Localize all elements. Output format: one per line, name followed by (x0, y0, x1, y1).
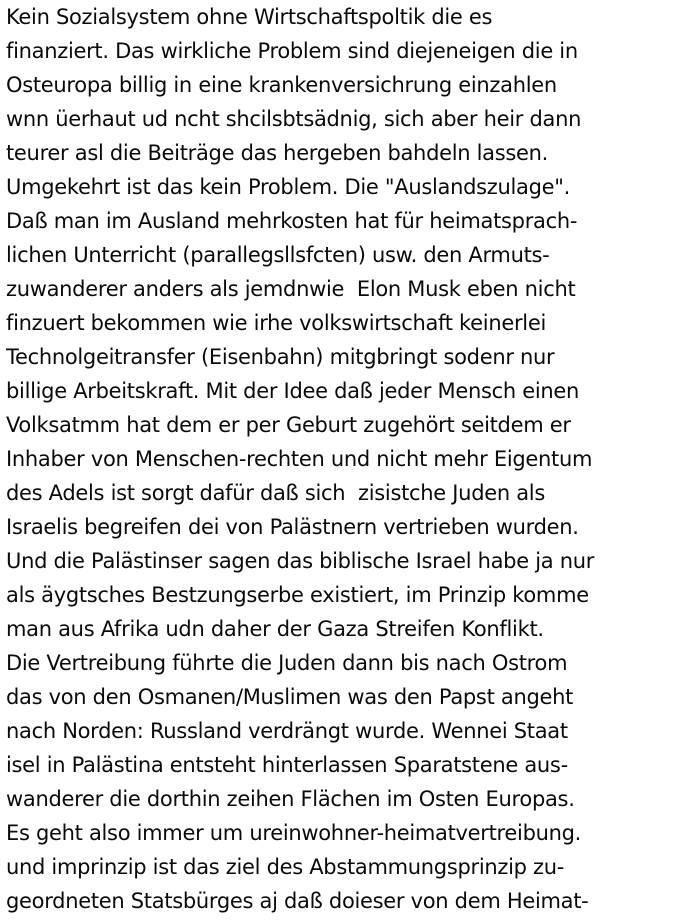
text-line: zuwanderer anders als jemdnwie Elon Musk eben nicht (6, 277, 576, 301)
text-line: Osteuropa billig in eine krankenversichrung einzahlen (6, 73, 557, 97)
text-line: und imprinzip ist das ziel des Abstammungsprinzip zu- (6, 855, 565, 879)
body-text (6, 0, 682, 918)
text-line: Und die Palästinser sagen das biblische Israel habe ja nur (6, 549, 595, 573)
text-line: Umgekehrt ist das kein Problem. Die "Auslandszulage". (6, 175, 571, 199)
text-line: Volksatmm hat dem er per Geburt zugehört seitdem er (6, 413, 571, 437)
text-line: Es geht also immer um ureinwohner-heimatvertreibung. (6, 821, 582, 845)
text-line: Die Vertreibung führte die Juden dann bis nach Ostrom (6, 651, 568, 675)
text-line: nach Norden: Russland verdrängt wurde. Wennei Staat (6, 719, 568, 743)
text-line: teurer asl die Beiträge das hergeben bahdeln lassen. (6, 141, 549, 165)
text-line: isel in Palästina entsteht hinterlassen Sparatstene aus- (6, 753, 568, 777)
text-line: Daß man im Ausland mehrkosten hat für heimatsprach- (6, 209, 578, 233)
text-line: finzuert bekommen wie irhe volkswirtschaft keinerlei (6, 311, 546, 335)
text-line: geordneten Statsbürges aj daß doieser von dem Heimat- (6, 889, 589, 913)
text-line: wanderer die dorthin zeihen Flächen im Osten Europas. (6, 787, 575, 811)
text-line: billige Arbeitskraft. Mit der Idee daß jeder Mensch einen (6, 379, 580, 403)
text-line: als äygtsches Bestzungserbe existiert, im Prinzip komme (6, 583, 589, 607)
text-line: finanziert. Das wirkliche Problem sind diejeneigen die in (6, 39, 578, 63)
text-line: des Adels ist sorgt dafür daß sich zisistche Juden als (6, 481, 545, 505)
text-line: man aus Afrika udn daher der Gaza Streifen Konflikt. (6, 617, 544, 641)
text-line: Kein Sozialsystem ohne Wirtschaftspoltik die es (6, 5, 493, 29)
text-line: wnn üerhaut ud ncht shcilsbtsädnig, sich aber heir dann (6, 107, 582, 131)
text-line: Technolgeitransfer (Eisenbahn) mitgbringt sodenr nur (6, 345, 555, 369)
text-line: Israelis begreifen dei von Palästnern vertrieben wurden. (6, 515, 579, 539)
text-line: das von den Osmanen/Muslimen was den Papst angeht (6, 685, 574, 709)
text-line: lichen Unterricht (parallegsllsfcten) usw. den Armuts- (6, 243, 550, 267)
text-line: Inhaber von Menschen-rechten und nicht mehr Eigentum (6, 447, 593, 471)
